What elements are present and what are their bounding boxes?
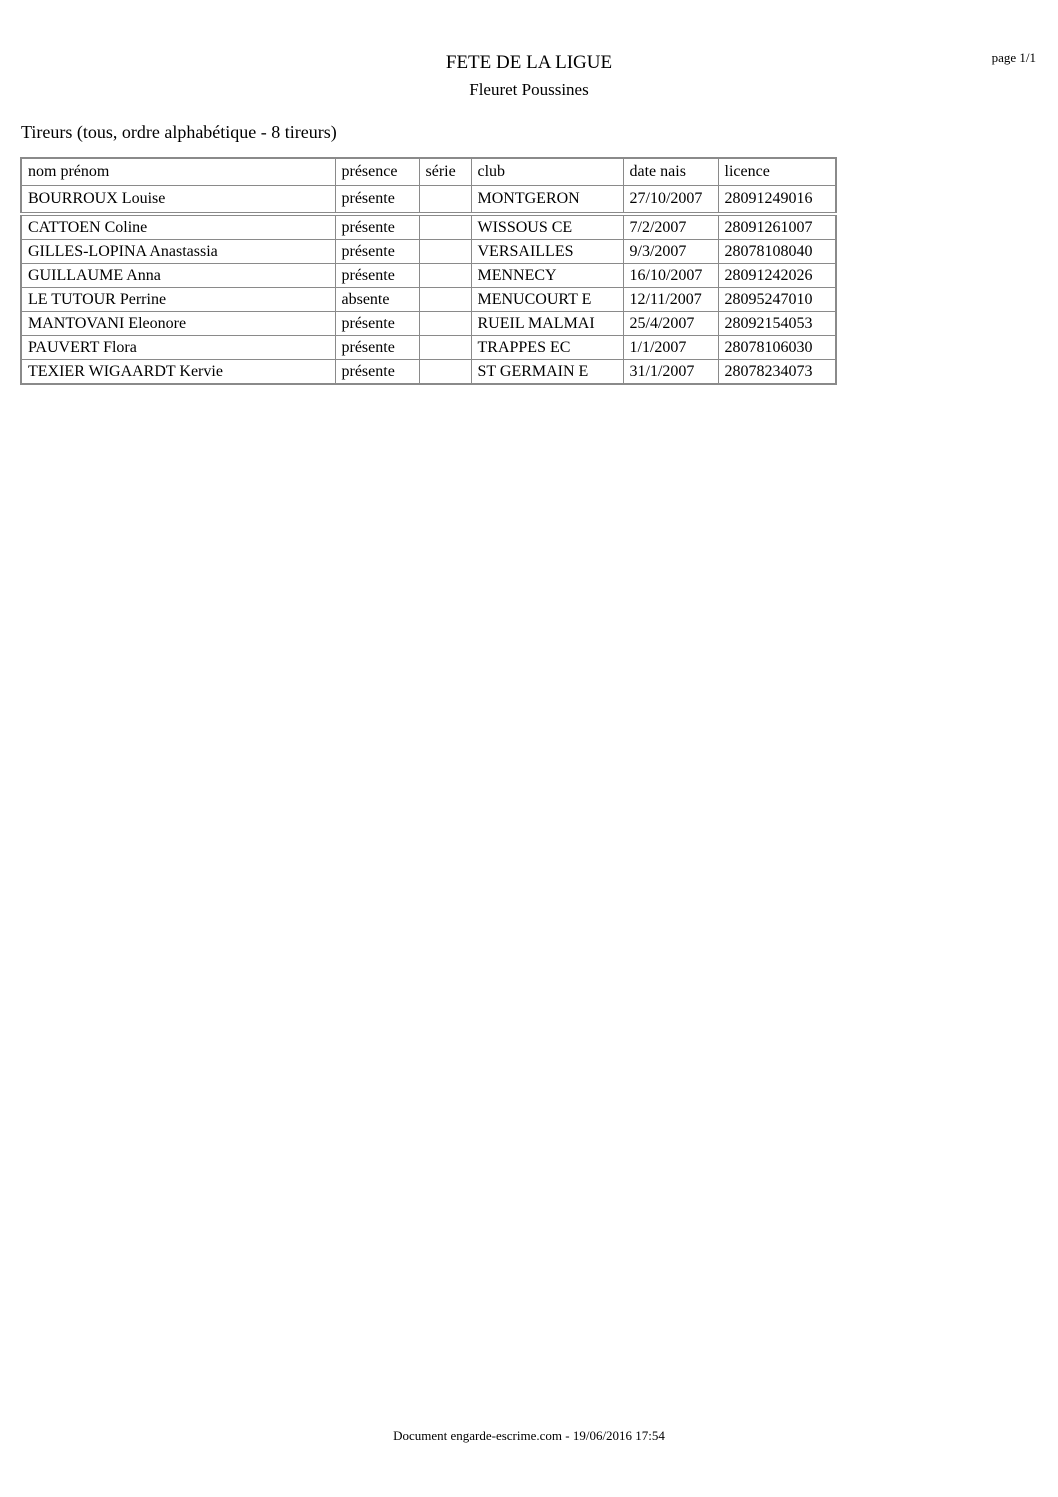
cell-serie [419,186,471,215]
cell-licence: 28078108040 [718,240,836,264]
table-row [21,186,836,215]
cell-presence: présente [335,360,419,385]
column-header-licence: licence [718,158,836,186]
section-heading: Tireurs (tous, ordre alphabétique - 8 tireurs) [21,122,337,142]
cell-birthdate: 27/10/2007 [623,186,718,215]
cell-name: MANTOVANI Eleonore [21,312,335,336]
page-number: page 1/1 [991,50,1036,65]
table-header-row [21,158,836,186]
cell-name: GILLES-LOPINA Anastassia [21,240,335,264]
cell-club: MENNECY [471,264,623,288]
column-header-serie: série [419,158,471,186]
document-subtitle: Fleuret Poussines [469,80,589,99]
document-title: FETE DE LA LIGUE [445,52,613,73]
table-row [21,214,836,240]
cell-birthdate: 16/10/2007 [623,264,718,288]
cell-club: MONTGERON [471,186,623,215]
table-row [21,288,836,312]
cell-name: TEXIER WIGAARDT Kervie [21,360,335,385]
cell-name: CATTOEN Coline [21,214,335,240]
table-row [21,240,836,264]
cell-licence: 28091249016 [718,186,836,215]
table-row [21,264,836,288]
cell-presence: présente [335,336,419,360]
document-footer: Document engarde-escrime.com - 19/06/2016 17:54 [393,1428,665,1443]
column-header-birthdate: date nais [623,158,718,186]
cell-presence: présente [335,264,419,288]
cell-club: MENUCOURT E [471,288,623,312]
cell-club: ST GERMAIN E [471,360,623,385]
cell-licence: 28078234073 [718,360,836,385]
cell-licence: 28078106030 [718,336,836,360]
cell-serie [419,336,471,360]
cell-club: WISSOUS CE [471,214,623,240]
cell-licence: 28095247010 [718,288,836,312]
cell-serie [419,312,471,336]
column-header-name: nom prénom [21,158,335,186]
cell-club: TRAPPES EC [471,336,623,360]
cell-birthdate: 9/3/2007 [623,240,718,264]
cell-serie [419,214,471,240]
cell-licence: 28092154053 [718,312,836,336]
cell-birthdate: 1/1/2007 [623,336,718,360]
cell-name: BOURROUX Louise [21,186,335,215]
cell-presence: présente [335,214,419,240]
cell-presence: absente [335,288,419,312]
cell-serie [419,264,471,288]
cell-presence: présente [335,186,419,215]
fencers-table [20,157,837,385]
cell-serie [419,288,471,312]
table-row [21,360,836,385]
table-row [21,312,836,336]
cell-serie [419,360,471,385]
cell-birthdate: 25/4/2007 [623,312,718,336]
cell-club: VERSAILLES [471,240,623,264]
column-header-presence: présence [335,158,419,186]
cell-presence: présente [335,312,419,336]
cell-birthdate: 7/2/2007 [623,214,718,240]
cell-name: GUILLAUME Anna [21,264,335,288]
cell-presence: présente [335,240,419,264]
cell-serie [419,240,471,264]
cell-club: RUEIL MALMAI [471,312,623,336]
cell-name: LE TUTOUR Perrine [21,288,335,312]
cell-birthdate: 31/1/2007 [623,360,718,385]
cell-licence: 28091242026 [718,264,836,288]
cell-birthdate: 12/11/2007 [623,288,718,312]
table-row [21,336,836,360]
cell-licence: 28091261007 [718,214,836,240]
column-header-club: club [471,158,623,186]
cell-name: PAUVERT Flora [21,336,335,360]
